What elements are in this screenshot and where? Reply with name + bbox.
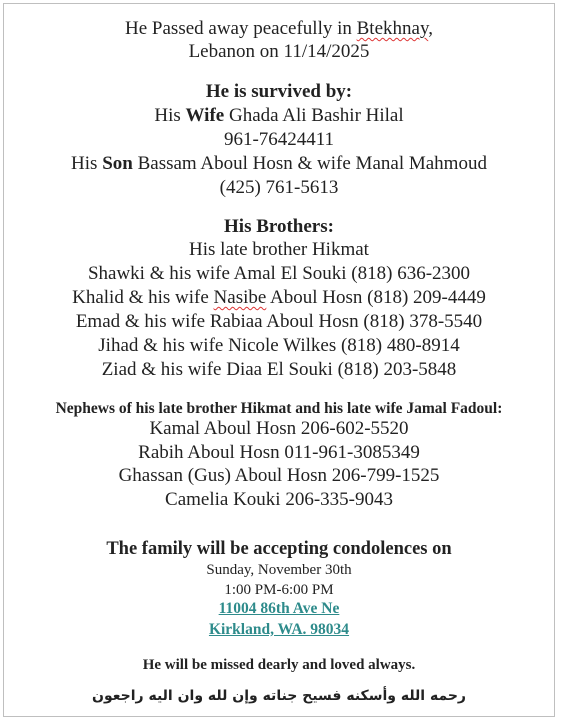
- son-line: [4, 153, 554, 175]
- intro-line-1: [4, 18, 554, 40]
- condolences-time: 1:00 PM-6:00 PM: [224, 582, 334, 598]
- brother-khalid: [4, 287, 554, 309]
- khalid-wife-name: Nasibe: [213, 287, 267, 308]
- intro-line-2: Lebanon on 11/14/2025: [188, 41, 370, 62]
- nephew-kamal: Kamal Aboul Hosn 206-602-5520: [149, 418, 409, 439]
- brothers-heading: His Brothers:: [224, 216, 334, 237]
- arabic-prayer: رحمه الله وأسكنه فسيح جناته وإن لله وان اليه راجعون: [92, 688, 466, 704]
- wife-label: Wife: [185, 105, 225, 126]
- address-line-1: [4, 600, 554, 618]
- wife-prefix: His: [154, 105, 186, 126]
- khalid-suffix: Aboul Hosn (818) 209-4449: [266, 287, 486, 308]
- condolences-heading: The family will be accepting condolences on: [106, 539, 452, 559]
- condolences-date: Sunday, November 30th: [206, 562, 352, 578]
- brother-jihad: Jihad & his wife Nicole Wilkes (818) 480-8914: [98, 335, 460, 356]
- brother-ziad: Ziad & his wife Diaa El Souki (818) 203-5848: [101, 359, 457, 380]
- son-label: Son: [102, 153, 133, 174]
- address-link-street[interactable]: 11004 86th Ave Ne: [218, 600, 340, 617]
- intro-place: Btekhnay: [356, 18, 429, 39]
- closing-message: He will be missed dearly and loved always.: [142, 657, 416, 673]
- intro-prefix: He Passed away peacefully in: [125, 18, 357, 39]
- nephew-rabih: Rabih Aboul Hosn 011-961-3085349: [138, 442, 420, 463]
- son-prefix: His: [71, 153, 103, 174]
- brother-late: His late brother Hikmat: [189, 239, 369, 260]
- son-name: Bassam Aboul Hosn & wife Manal Mahmoud: [132, 153, 487, 174]
- khalid-prefix: Khalid & his wife: [72, 287, 214, 308]
- wife-name: Ghada Ali Bashir Hilal: [224, 105, 404, 126]
- nephew-camelia: Camelia Kouki 206-335-9043: [165, 489, 393, 510]
- wife-phone: 961-76424411: [223, 129, 335, 150]
- obituary-document: [3, 3, 555, 717]
- address-line-2: [4, 621, 554, 639]
- survived-heading: He is survived by:: [205, 81, 353, 102]
- wife-line: [4, 105, 554, 127]
- brother-emad: Emad & his wife Rabiaa Aboul Hosn (818) 378-5540: [75, 311, 483, 332]
- nephew-ghassan: Ghassan (Gus) Aboul Hosn 206-799-1525: [118, 465, 440, 486]
- nephews-heading: Nephews of his late brother Hikmat and his late wife Jamal Fadoul:: [55, 400, 503, 417]
- son-phone: (425) 761-5613: [219, 177, 339, 198]
- brother-shawki: Shawki & his wife Amal El Souki (818) 636-2300: [87, 263, 471, 284]
- address-link-city[interactable]: Kirkland, WA. 98034: [208, 621, 350, 638]
- intro-suffix: ,: [428, 18, 433, 39]
